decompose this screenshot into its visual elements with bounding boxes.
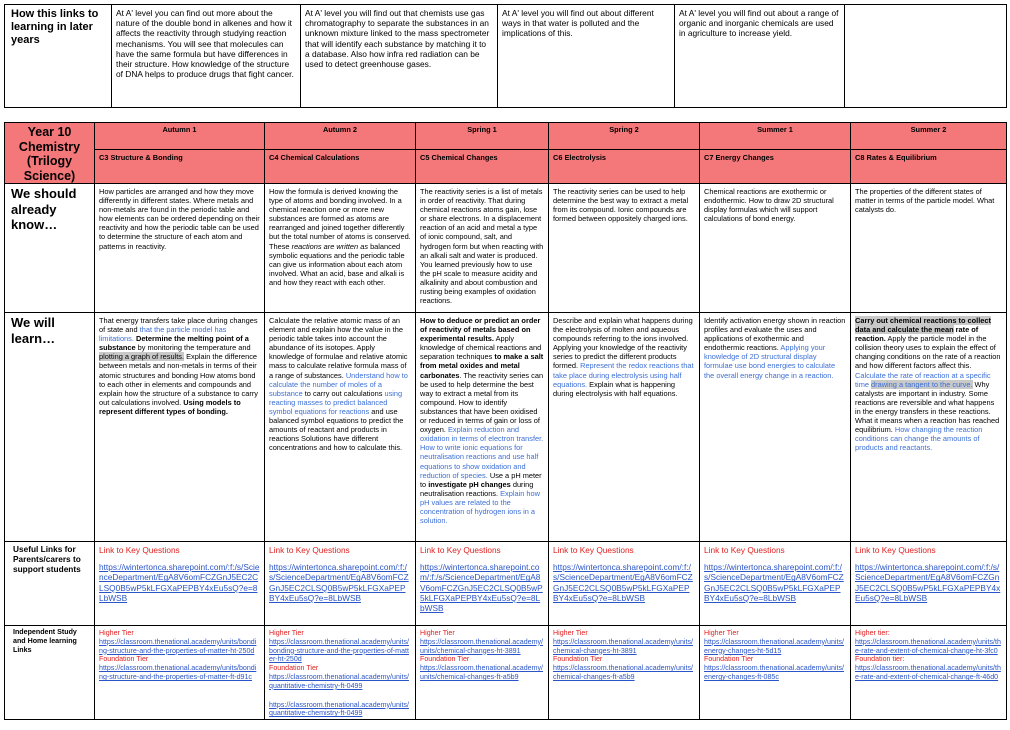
higher-tier-link[interactable]: https://classroom.thenational.academy/units/bonding-structure-and-the-properties-of-matter-ht-250d xyxy=(99,637,257,655)
foundation-tier-link[interactable]: https://classroom.thenational.academy/units/quantitative-chemistry-ft-0499 xyxy=(269,672,409,690)
prior-knowledge-c3: How particles are arranged and how they move differently in different states. Where metals and non-metals are found in the periodic table and how elements can be ordered depending on their reactivity and how the periodic table can be used to determine the structure of each atom and patterns in reactivity. xyxy=(95,184,265,313)
prior-knowledge-c6: The reactivity series can be used to help determine the best way to extract a metal from its compound. Ionic compounds are formed between oppositely charged ions. xyxy=(549,184,700,313)
learning-c4: Calculate the relative atomic mass of an element and explain how the value in the periodic table takes into account the abundance of its isotopes. Apply knowledge of formulae and relative atomic mass to calculate relative formula mass of a range of substances. Understand how to calculate the number of moles of a substance to carry out calculations using reacting masses to predict balanced symbol equations for reactions and use balanced symbol equations to predict the amounts of reactant and products in reactions Solutions have different concentrations and how to calculate this. xyxy=(265,313,416,542)
learning-c5: How to deduce or predict an order of reactivity of metals based on experimental results. Apply knowledge of chemical reactions and separation techniques to make a salt from metal oxides and metal carbonates. The reactivity series can be used to help determine the best way to extract a metal from its compound. How to identify substances that have been oxidised or reduced in terms of gain or loss of oxygen. Explain reduction and oxidation in terms of electron transfer. How to write ionic equations for neutralisation reactions and use half equations to show oxidation and reduction of species. Use a pH meter to investigate pH changes during neutralisation reactions. Explain how pH values are related to the concentration of hydrogen ions in a solution. xyxy=(416,313,549,542)
sharepoint-link[interactable]: https://wintertonca.sharepoint.com/:f:/s/ScienceDepartment/EgA8V6omFCZGnJ5EC2CLSQ0B5wP5kLFGXaPEPBY4xEu5sQ?e=8LbWSB xyxy=(553,562,693,603)
useful-links-c7 xyxy=(700,542,851,626)
higher-tier-link[interactable]: https://classroom.thenational.academy/units/the-rate-and-extent-of-chemical-change-ht-3fc0 xyxy=(855,637,1001,655)
useful-links-c6 xyxy=(549,542,700,626)
term-summer-2: Summer 2 xyxy=(851,123,1007,150)
later-years-table xyxy=(4,4,1007,108)
foundation-tier-link[interactable]: https://classroom.thenational.academy/units/chemical-changes-ft-a5b9 xyxy=(420,664,544,681)
sharepoint-link[interactable]: https://wintertonca.sharepoint.com/:f:/s/ScienceDepartment/EgA8V6omFCZGnJ5EC2CLSQ0B5wP5kLFGXaPEPBY4xEu5sQ?e=8LbWSB xyxy=(269,562,409,603)
term-autumn-2: Autumn 2 xyxy=(265,123,416,150)
useful-links-c3 xyxy=(95,542,265,626)
higher-tier-link[interactable]: https://classroom.thenational.academy/units/energy-changes-ht-5d15 xyxy=(704,637,844,655)
foundation-tier-link[interactable]: https://classroom.thenational.academy/units/bonding-structure-and-the-properties-of-matter-ft-d91c xyxy=(99,664,257,681)
learning-c3: That energy transfers take place during changes of state and that the particle model has limitations. Determine the melting point of a substance by monitoring the temperature and plotting a graph of results. Explain the difference between metals and non-metals in terms of their atomic structures and bonding How atoms bond to each other in elements and compounds and explain how the structure of a substance to carry out calculations involved. Using models to represent different types of bonding. xyxy=(95,313,265,542)
prior-knowledge-c4: How the formula is derived knowing the type of atoms and bonding involved. In a chemical reaction one or more new substances are formed as atoms are rearranged and joined together differently but the total number of atoms is conserved. These reactions are written as balanced symbolic equations and the periodic table can give us information about each atom involved. What an acid, base and alkali is and how they react with each other. xyxy=(265,184,416,313)
later-years-cell: At A' level you will find out about different ways in that water is polluted and the implications of this. xyxy=(498,5,675,108)
useful-links-c8 xyxy=(851,542,1007,626)
prior-knowledge-row xyxy=(5,184,1007,313)
topic-c7: C7 Energy Changes xyxy=(700,150,851,184)
later-years-cell: At A' level you will find out about a range of organic and inorganic chemicals are used in agriculture to increase yield. xyxy=(675,5,845,108)
term-autumn-1: Autumn 1 xyxy=(95,123,265,150)
prior-knowledge-label: We should already know… xyxy=(5,184,95,313)
topic-header-row xyxy=(5,150,1007,184)
sharepoint-link[interactable]: https://wintertonca.sharepoint.com/:f:/s/ScienceDepartment/EgA8V6omFCZGnJ5EC2CLSQ0B5wP5kLFGXaPEPBY4xEu5sQ?e=8LbWSB xyxy=(99,562,260,603)
independent-c6: Higher Tier https://classroom.thenational.academy/units/chemical-changes-ht-3891 Foundation Tier https://classroom.thenational.academy/units/chemical-changes-ft-a5b9 xyxy=(549,626,700,720)
independent-study-row xyxy=(5,626,1007,720)
key-questions-link[interactable]: Link to Key Questions xyxy=(99,545,180,555)
independent-c7: Higher Tier https://classroom.thenational.academy/units/energy-changes-ht-5d15 Foundation Tier https://classroom.thenational.academy/units/energy-changes-ft-085c xyxy=(700,626,851,720)
learning-c8: Carry out chemical reactions to collect data and calculate the mean rate of reaction. Apply the particle model in the collision theory uses to explain the effect of changing conditions on the rate of a reaction and how different factors affect this. Calculate the rate of reaction at a specific time drawing a tangent to the curve. Why catalysts are important in industry. Some reactions are reversible and what happens in the energy transfers in these reactions. What it means when a reaction has reached equilibrium. How changing the reaction conditions can change the amounts of products and reactants. xyxy=(851,313,1007,542)
learning-row xyxy=(5,313,1007,542)
prior-knowledge-c8: The properties of the different states of matter in terms of the particle model. What catalysts do. xyxy=(851,184,1007,313)
useful-links-c5 xyxy=(416,542,549,626)
quantitative-chemistry-link[interactable]: https://classroom.thenational.academy/units/quantitative-chemistry-ft-0499 xyxy=(269,700,409,718)
key-questions-link[interactable]: Link to Key Questions xyxy=(420,545,501,555)
later-years-label: How this links to learning in later years xyxy=(5,5,112,108)
independent-c4: Higher Tier https://classroom.thenational.academy/units/bonding-structure-and-the-properties-of-matter-ht-250d Foundation Tier https://classroom.thenational.academy/units/quantitative-chemistry-ft-0499 https://classroom.thenational.academy/units/quantitative-chemistry-ft-0499 xyxy=(265,626,416,720)
sharepoint-link[interactable]: https://wintertonca.sharepoint.com/:f:/s/ScienceDepartment/EgA8V6omFCZGnJ5EC2CLSQ0B5wP5kLFGXaPEPBY4xEu5sQ?e=8LbWSB xyxy=(855,562,1001,603)
later-years-cell xyxy=(845,5,1007,108)
foundation-tier-link[interactable]: https://classroom.thenational.academy/units/chemical-changes-ft-a5b9 xyxy=(553,664,693,681)
later-years-cell: At A' level you will find out that chemists use gas chromatography to separate the substances in an unknown mixture linked to the mass spectrometer that will identify each substance by matching it to a database. Also how infra red radiation can be used to detect greenhouse gases. xyxy=(301,5,498,108)
useful-links-label: Useful Links for Parents/carers to support students xyxy=(5,542,95,626)
curriculum-table xyxy=(4,122,1007,720)
higher-tier-link[interactable]: https://classroom.thenational.academy/units/bonding-structure-and-the-properties-of-matter-ht-250d xyxy=(269,637,409,664)
independent-study-label: Independent Study and Home learning Links xyxy=(5,626,95,720)
useful-links-c4 xyxy=(265,542,416,626)
learning-c6: Describe and explain what happens during the electrolysis of molten and aqueous compounds referring to the ions involved. Applying your knowledge of the reactivity series to predict the different products formed. Represent the redox reactions that take place during electrolysis using half equations. Explain what is happening during electrolysis with half equations. xyxy=(549,313,700,542)
sharepoint-link[interactable]: https://wintertonca.sharepoint.com/:f:/s/ScienceDepartment/EgA8V6omFCZGnJ5EC2CLSQ0B5wP5kLFGXaPEPBY4xEu5sQ?e=8LbWSB xyxy=(420,562,543,614)
independent-c5: Higher Tier https://classroom.thenational.academy/units/chemical-changes-ht-3891 Foundation Tier https://classroom.thenational.academy/units/chemical-changes-ft-a5b9 xyxy=(416,626,549,720)
higher-tier-link[interactable]: https://classroom.thenational.academy/units/chemical-changes-ht-3891 xyxy=(553,637,693,655)
key-questions-link[interactable]: Link to Key Questions xyxy=(855,545,936,555)
topic-c3: C3 Structure & Bonding xyxy=(95,150,265,184)
useful-links-row xyxy=(5,542,1007,626)
learning-c7: Identify activation energy shown in reaction profiles and evaluate the uses and applications of exothermic and endothermic reactions. Applying your knowledge of 2D structural display formulae use bond energies to calculate the overall energy change in a reaction. xyxy=(700,313,851,542)
foundation-tier-link[interactable]: https://classroom.thenational.academy/units/the-rate-and-extent-of-chemical-change-ft-46d0 xyxy=(855,664,1001,681)
prior-knowledge-c7: Chemical reactions are exothermic or endothermic. How to draw 2D structural display formulas which will support calculations of bond energy. xyxy=(700,184,851,313)
year-title: Year 10 Chemistry (Trilogy Science) xyxy=(5,123,95,184)
term-header-row xyxy=(5,123,1007,150)
independent-c3: Higher Tier https://classroom.thenational.academy/units/bonding-structure-and-the-properties-of-matter-ht-250d Foundation Tier https://classroom.thenational.academy/units/bonding-structure-and-the-properties-of-matter-ft-d91c xyxy=(95,626,265,720)
key-questions-link[interactable]: Link to Key Questions xyxy=(704,545,785,555)
foundation-tier-link[interactable]: https://classroom.thenational.academy/units/energy-changes-ft-085c xyxy=(704,664,844,681)
key-questions-link[interactable]: Link to Key Questions xyxy=(269,545,350,555)
prior-knowledge-c5: The reactivity series is a list of metals in order of reactivity. That during chemical reactions atoms gain, lose or share electrons. In a displacement reaction of an acid and metal a type of ionic compound, salt, and hydrogen form but when reacting with an alkali salt and water is produced. You learned previously how to use the pH scale to measure acidity and alkalinity and about combustion and rusting being examples of oxidation reactions. xyxy=(416,184,549,313)
independent-c8: Higher tier: https://classroom.thenational.academy/units/the-rate-and-extent-of-chemical-change-ht-3fc0 Foundation tier: https://classroom.thenational.academy/units/the-rate-and-extent-of-chemical-change-ft-46d0 xyxy=(851,626,1007,720)
topic-c4: C4 Chemical Calculations xyxy=(265,150,416,184)
key-questions-link[interactable]: Link to Key Questions xyxy=(553,545,634,555)
sharepoint-link[interactable]: https://wintertonca.sharepoint.com/:f:/s/ScienceDepartment/EgA8V6omFCZGnJ5EC2CLSQ0B5wP5kLFGXaPEPBY4xEu5sQ?e=8LbWSB xyxy=(704,562,844,603)
higher-tier-link[interactable]: https://classroom.thenational.academy/units/chemical-changes-ht-3891 xyxy=(420,637,544,655)
term-spring-1: Spring 1 xyxy=(416,123,549,150)
topic-c8: C8 Rates & Equilibrium xyxy=(851,150,1007,184)
term-summer-1: Summer 1 xyxy=(700,123,851,150)
topic-c6: C6 Electrolysis xyxy=(549,150,700,184)
topic-c5: C5 Chemical Changes xyxy=(416,150,549,184)
later-years-cell: At A' level you can find out more about the nature of the double bond in alkenes and how it affects the reactivity through studying reaction mechanisms. You will see that molecules can have the same formula but have differences in their structure. How knowledge of the structure of DNA helps to produce drugs that fight cancer. xyxy=(112,5,301,108)
learning-label: We will learn… xyxy=(5,313,95,542)
term-spring-2: Spring 2 xyxy=(549,123,700,150)
